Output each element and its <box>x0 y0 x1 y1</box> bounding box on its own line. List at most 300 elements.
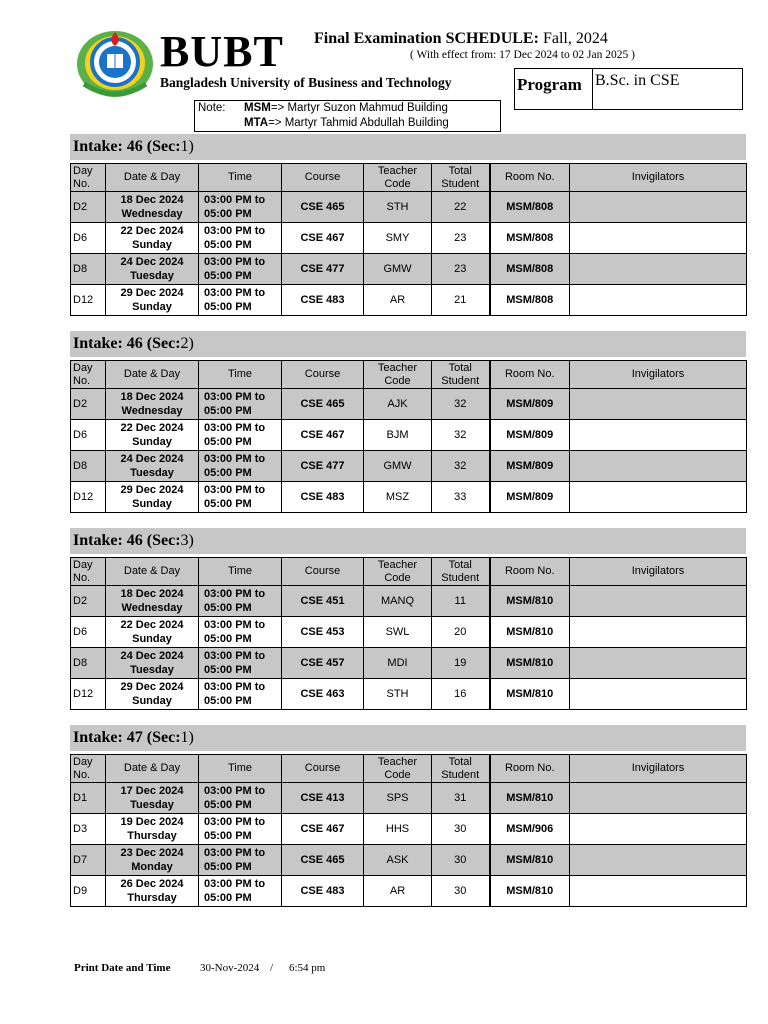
col-teacher <box>364 755 432 783</box>
cell-invigilators <box>570 254 747 285</box>
col-invigilators: Invigilators <box>570 755 747 783</box>
cell-course: CSE 467 <box>282 814 364 845</box>
cell-weekday: Sunday <box>132 301 172 313</box>
cell-time <box>199 223 282 254</box>
cell-date-value: 29 Dec 2024 <box>120 681 184 693</box>
section-label: (Sec: <box>146 532 181 549</box>
cell-room: MSM/810 <box>490 876 570 907</box>
col-course: Course <box>282 558 364 586</box>
cell-time-start: 03:00 PM to <box>204 878 266 890</box>
col-day-line1: Day <box>73 361 93 374</box>
cell-room: MSM/810 <box>490 648 570 679</box>
cell-weekday: Monday <box>131 861 173 873</box>
cell-time-end: 05:00 PM <box>204 664 252 676</box>
cell-time-start: 03:00 PM to <box>204 650 266 662</box>
cell-room: MSM/810 <box>490 617 570 648</box>
col-day <box>71 755 106 783</box>
table-row <box>71 783 747 814</box>
cell-date <box>106 648 199 679</box>
col-date: Date & Day <box>106 558 199 586</box>
cell-invigilators <box>570 648 747 679</box>
col-course: Course <box>282 361 364 389</box>
cell-date <box>106 814 199 845</box>
cell-weekday: Wednesday <box>121 602 183 614</box>
cell-time <box>199 617 282 648</box>
col-teacher <box>364 558 432 586</box>
cell-date <box>106 389 199 420</box>
cell-room: MSM/809 <box>490 389 570 420</box>
cell-invigilators <box>570 451 747 482</box>
note-mta-code: MTA <box>244 117 269 129</box>
cell-date-value: 26 Dec 2024 <box>120 878 184 890</box>
cell-day: D6 <box>71 617 106 648</box>
col-total-line2: Student <box>441 177 480 190</box>
cell-weekday: Sunday <box>132 436 172 448</box>
cell-teacher: HHS <box>364 814 432 845</box>
note-mta <box>244 117 449 129</box>
cell-day: D6 <box>71 223 106 254</box>
col-total-line1: Total <box>448 164 472 177</box>
cell-time <box>199 876 282 907</box>
cell-time-end: 05:00 PM <box>204 861 252 873</box>
cell-date <box>106 482 199 513</box>
university-logo-icon <box>74 24 156 100</box>
cell-time-start: 03:00 PM to <box>204 681 266 693</box>
cell-invigilators <box>570 389 747 420</box>
cell-time <box>199 389 282 420</box>
cell-weekday: Tuesday <box>130 270 174 282</box>
cell-total: 16 <box>432 679 490 710</box>
cell-date <box>106 451 199 482</box>
cell-room: MSM/810 <box>490 586 570 617</box>
cell-date <box>106 845 199 876</box>
intake-label: Intake: 47 <box>73 729 147 746</box>
section-label: (Sec: <box>146 138 181 155</box>
cell-date-value: 17 Dec 2024 <box>120 785 184 797</box>
cell-invigilators <box>570 617 747 648</box>
table-row <box>71 876 747 907</box>
col-teacher-line2: Code <box>384 768 411 781</box>
cell-day: D3 <box>71 814 106 845</box>
cell-total: 30 <box>432 845 490 876</box>
table-row <box>71 679 747 710</box>
cell-time-start: 03:00 PM to <box>204 816 266 828</box>
col-room: Room No. <box>490 755 570 783</box>
col-room: Room No. <box>490 361 570 389</box>
cell-date-value: 22 Dec 2024 <box>120 422 184 434</box>
cell-weekday: Thursday <box>127 892 177 904</box>
note-msm-code: MSM <box>244 102 271 114</box>
intake-section <box>70 134 746 316</box>
cell-time-start: 03:00 PM to <box>204 785 266 797</box>
table-row <box>71 389 747 420</box>
cell-time <box>199 451 282 482</box>
intake-label: Intake: 46 <box>73 532 147 549</box>
building-note <box>194 100 501 132</box>
col-total <box>432 361 490 389</box>
cell-time-end: 05:00 PM <box>204 208 252 220</box>
col-time: Time <box>199 361 282 389</box>
cell-time-end: 05:00 PM <box>204 405 252 417</box>
cell-time <box>199 648 282 679</box>
cell-teacher: GMW <box>364 451 432 482</box>
col-day-line1: Day <box>73 755 93 768</box>
cell-course: CSE 467 <box>282 223 364 254</box>
col-teacher-line2: Code <box>384 571 411 584</box>
col-invigilators: Invigilators <box>570 164 747 192</box>
cell-weekday: Tuesday <box>130 799 174 811</box>
col-room: Room No. <box>490 558 570 586</box>
col-course: Course <box>282 164 364 192</box>
effect-dates: ( With effect from: 17 Dec 2024 to 02 Jan 2025 ) <box>410 49 635 61</box>
cell-time <box>199 482 282 513</box>
col-date: Date & Day <box>106 755 199 783</box>
cell-room: MSM/809 <box>490 482 570 513</box>
col-total-line1: Total <box>448 755 472 768</box>
col-day <box>71 164 106 192</box>
col-invigilators: Invigilators <box>570 558 747 586</box>
cell-date-value: 29 Dec 2024 <box>120 287 184 299</box>
cell-day: D2 <box>71 586 106 617</box>
cell-day: D6 <box>71 420 106 451</box>
cell-time-start: 03:00 PM to <box>204 225 266 237</box>
cell-room: MSM/906 <box>490 814 570 845</box>
schedule-table <box>70 163 747 316</box>
cell-time-end: 05:00 PM <box>204 301 252 313</box>
cell-time-start: 03:00 PM to <box>204 422 266 434</box>
cell-day: D8 <box>71 451 106 482</box>
col-course: Course <box>282 755 364 783</box>
intake-section <box>70 331 746 513</box>
cell-time-end: 05:00 PM <box>204 467 252 479</box>
cell-room: MSM/810 <box>490 783 570 814</box>
cell-course: CSE 465 <box>282 389 364 420</box>
cell-course: CSE 463 <box>282 679 364 710</box>
note-msm-text: => Martyr Suzon Mahmud Building <box>270 102 448 114</box>
table-row <box>71 482 747 513</box>
cell-time-end: 05:00 PM <box>204 695 252 707</box>
col-day <box>71 558 106 586</box>
cell-course: CSE 477 <box>282 254 364 285</box>
intake-section <box>70 528 746 710</box>
cell-time <box>199 192 282 223</box>
cell-course: CSE 467 <box>282 420 364 451</box>
cell-date-value: 18 Dec 2024 <box>120 588 184 600</box>
cell-day: D2 <box>71 192 106 223</box>
cell-total: 11 <box>432 586 490 617</box>
cell-course: CSE 465 <box>282 192 364 223</box>
cell-date-value: 29 Dec 2024 <box>120 484 184 496</box>
cell-date-value: 23 Dec 2024 <box>120 847 184 859</box>
cell-course: CSE 483 <box>282 876 364 907</box>
cell-room: MSM/808 <box>490 223 570 254</box>
col-time: Time <box>199 164 282 192</box>
cell-invigilators <box>570 845 747 876</box>
cell-total: 20 <box>432 617 490 648</box>
cell-date <box>106 420 199 451</box>
table-row <box>71 648 747 679</box>
cell-date <box>106 617 199 648</box>
cell-day: D8 <box>71 254 106 285</box>
section-number: 3) <box>180 532 194 549</box>
col-date: Date & Day <box>106 361 199 389</box>
cell-time <box>199 679 282 710</box>
schedule-table <box>70 557 747 710</box>
table-row <box>71 586 747 617</box>
col-total-line2: Student <box>441 768 480 781</box>
print-separator: / <box>270 962 274 974</box>
col-total-line2: Student <box>441 571 480 584</box>
cell-date-value: 22 Dec 2024 <box>120 225 184 237</box>
cell-date-value: 19 Dec 2024 <box>120 816 184 828</box>
col-total-line1: Total <box>448 558 472 571</box>
cell-weekday: Tuesday <box>130 467 174 479</box>
cell-room: MSM/808 <box>490 254 570 285</box>
cell-time-start: 03:00 PM to <box>204 847 266 859</box>
col-total <box>432 164 490 192</box>
table-row <box>71 285 747 316</box>
cell-room: MSM/809 <box>490 420 570 451</box>
cell-time-end: 05:00 PM <box>204 892 252 904</box>
cell-teacher: MDI <box>364 648 432 679</box>
cell-date-value: 18 Dec 2024 <box>120 391 184 403</box>
col-time: Time <box>199 755 282 783</box>
cell-invigilators <box>570 586 747 617</box>
intake-heading <box>70 528 746 554</box>
cell-total: 22 <box>432 192 490 223</box>
cell-date <box>106 783 199 814</box>
cell-course: CSE 465 <box>282 845 364 876</box>
cell-day: D12 <box>71 482 106 513</box>
cell-time-end: 05:00 PM <box>204 239 252 251</box>
cell-teacher: SMY <box>364 223 432 254</box>
table-row <box>71 223 747 254</box>
cell-date-value: 24 Dec 2024 <box>120 650 184 662</box>
cell-weekday: Sunday <box>132 239 172 251</box>
cell-time-start: 03:00 PM to <box>204 453 266 465</box>
col-total-line1: Total <box>448 361 472 374</box>
cell-day: D7 <box>71 845 106 876</box>
col-room: Room No. <box>490 164 570 192</box>
cell-time <box>199 845 282 876</box>
col-total <box>432 755 490 783</box>
cell-date <box>106 192 199 223</box>
cell-total: 33 <box>432 482 490 513</box>
col-teacher-line1: Teacher <box>377 361 418 374</box>
cell-weekday: Sunday <box>132 695 172 707</box>
cell-teacher: SWL <box>364 617 432 648</box>
cell-day: D12 <box>71 679 106 710</box>
cell-teacher: ASK <box>364 845 432 876</box>
col-invigilators: Invigilators <box>570 361 747 389</box>
cell-total: 21 <box>432 285 490 316</box>
cell-total: 32 <box>432 389 490 420</box>
cell-course: CSE 477 <box>282 451 364 482</box>
section-number: 1) <box>180 729 194 746</box>
cell-teacher: AR <box>364 876 432 907</box>
cell-time <box>199 783 282 814</box>
cell-teacher: STH <box>364 192 432 223</box>
cell-time-start: 03:00 PM to <box>204 194 266 206</box>
cell-time-end: 05:00 PM <box>204 436 252 448</box>
cell-date <box>106 254 199 285</box>
section-label: (Sec: <box>146 335 181 352</box>
cell-total: 23 <box>432 254 490 285</box>
col-day-line2: No. <box>73 768 91 781</box>
cell-room: MSM/808 <box>490 192 570 223</box>
cell-course: CSE 483 <box>282 285 364 316</box>
cell-day: D8 <box>71 648 106 679</box>
cell-invigilators <box>570 876 747 907</box>
exam-title <box>314 30 608 48</box>
cell-total: 19 <box>432 648 490 679</box>
section-number: 1) <box>180 138 194 155</box>
intake-label: Intake: 46 <box>73 138 147 155</box>
cell-room: MSM/810 <box>490 845 570 876</box>
cell-date <box>106 876 199 907</box>
cell-total: 31 <box>432 783 490 814</box>
cell-time <box>199 586 282 617</box>
cell-time-end: 05:00 PM <box>204 633 252 645</box>
cell-time-end: 05:00 PM <box>204 498 252 510</box>
cell-date <box>106 285 199 316</box>
col-day-line1: Day <box>73 558 93 571</box>
cell-time-start: 03:00 PM to <box>204 391 266 403</box>
cell-teacher: AJK <box>364 389 432 420</box>
col-teacher-line1: Teacher <box>377 164 418 177</box>
cell-invigilators <box>570 420 747 451</box>
cell-invigilators <box>570 482 747 513</box>
cell-date-value: 18 Dec 2024 <box>120 194 184 206</box>
table-header-row <box>71 558 747 586</box>
cell-teacher: MANQ <box>364 586 432 617</box>
intake-label: Intake: 46 <box>73 335 147 352</box>
cell-day: D2 <box>71 389 106 420</box>
cell-day: D12 <box>71 285 106 316</box>
table-row <box>71 420 747 451</box>
program-box <box>514 68 743 110</box>
section-number: 2) <box>180 335 194 352</box>
cell-total: 30 <box>432 876 490 907</box>
section-label: (Sec: <box>146 729 181 746</box>
col-teacher-line1: Teacher <box>377 755 418 768</box>
cell-teacher: SPS <box>364 783 432 814</box>
cell-course: CSE 413 <box>282 783 364 814</box>
cell-total: 23 <box>432 223 490 254</box>
cell-weekday: Wednesday <box>121 405 183 417</box>
cell-time-start: 03:00 PM to <box>204 256 266 268</box>
cell-weekday: Wednesday <box>121 208 183 220</box>
exam-title-bold: Final Examination SCHEDULE: <box>314 30 539 47</box>
cell-invigilators <box>570 285 747 316</box>
program-label: Program <box>515 69 593 109</box>
table-header-row <box>71 755 747 783</box>
cell-room: MSM/810 <box>490 679 570 710</box>
cell-total: 32 <box>432 451 490 482</box>
cell-weekday: Sunday <box>132 633 172 645</box>
cell-total: 30 <box>432 814 490 845</box>
cell-time <box>199 420 282 451</box>
cell-course: CSE 453 <box>282 617 364 648</box>
cell-time-end: 05:00 PM <box>204 799 252 811</box>
cell-invigilators <box>570 223 747 254</box>
cell-day: D1 <box>71 783 106 814</box>
cell-date <box>106 679 199 710</box>
intake-heading <box>70 331 746 357</box>
cell-teacher: AR <box>364 285 432 316</box>
print-label: Print Date and Time <box>74 962 171 974</box>
cell-teacher: GMW <box>364 254 432 285</box>
cell-course: CSE 483 <box>282 482 364 513</box>
print-date: 30-Nov-2024 <box>200 962 260 974</box>
col-teacher-line2: Code <box>384 177 411 190</box>
university-name: Bangladesh University of Business and Technology <box>160 75 452 90</box>
cell-date-value: 24 Dec 2024 <box>120 256 184 268</box>
cell-date <box>106 586 199 617</box>
table-row <box>71 192 747 223</box>
table-header-row <box>71 164 747 192</box>
col-time: Time <box>199 558 282 586</box>
cell-invigilators <box>570 814 747 845</box>
program-value: B.Sc. in CSE <box>595 72 680 89</box>
cell-course: CSE 457 <box>282 648 364 679</box>
schedule-table <box>70 754 747 907</box>
note-msm <box>244 102 448 114</box>
intake-heading <box>70 725 746 751</box>
col-teacher-line1: Teacher <box>377 558 418 571</box>
col-day-line2: No. <box>73 571 91 584</box>
note-mta-text: => Martyr Tahmid Abdullah Building <box>268 117 449 129</box>
cell-time-start: 03:00 PM to <box>204 484 266 496</box>
cell-time <box>199 254 282 285</box>
col-total-line2: Student <box>441 374 480 387</box>
col-day-line1: Day <box>73 164 93 177</box>
cell-invigilators <box>570 192 747 223</box>
cell-weekday: Thursday <box>127 830 177 842</box>
cell-time <box>199 285 282 316</box>
cell-teacher: BJM <box>364 420 432 451</box>
brand-name: BUBT <box>160 27 284 76</box>
cell-time <box>199 814 282 845</box>
cell-time-start: 03:00 PM to <box>204 619 266 631</box>
cell-weekday: Sunday <box>132 498 172 510</box>
cell-day: D9 <box>71 876 106 907</box>
cell-time-end: 05:00 PM <box>204 830 252 842</box>
exam-term: Fall, 2024 <box>538 30 608 47</box>
col-teacher <box>364 164 432 192</box>
cell-course: CSE 451 <box>282 586 364 617</box>
cell-room: MSM/808 <box>490 285 570 316</box>
schedule-table <box>70 360 747 513</box>
col-day-line2: No. <box>73 374 91 387</box>
cell-teacher: STH <box>364 679 432 710</box>
col-day-line2: No. <box>73 177 91 190</box>
cell-date-value: 24 Dec 2024 <box>120 453 184 465</box>
col-date: Date & Day <box>106 164 199 192</box>
cell-time-end: 05:00 PM <box>204 270 252 282</box>
col-teacher <box>364 361 432 389</box>
table-row <box>71 814 747 845</box>
cell-room: MSM/809 <box>490 451 570 482</box>
cell-date-value: 22 Dec 2024 <box>120 619 184 631</box>
cell-invigilators <box>570 679 747 710</box>
cell-weekday: Tuesday <box>130 664 174 676</box>
cell-teacher: MSZ <box>364 482 432 513</box>
print-footer <box>74 962 326 974</box>
table-row <box>71 451 747 482</box>
intake-section <box>70 725 746 907</box>
cell-total: 32 <box>432 420 490 451</box>
